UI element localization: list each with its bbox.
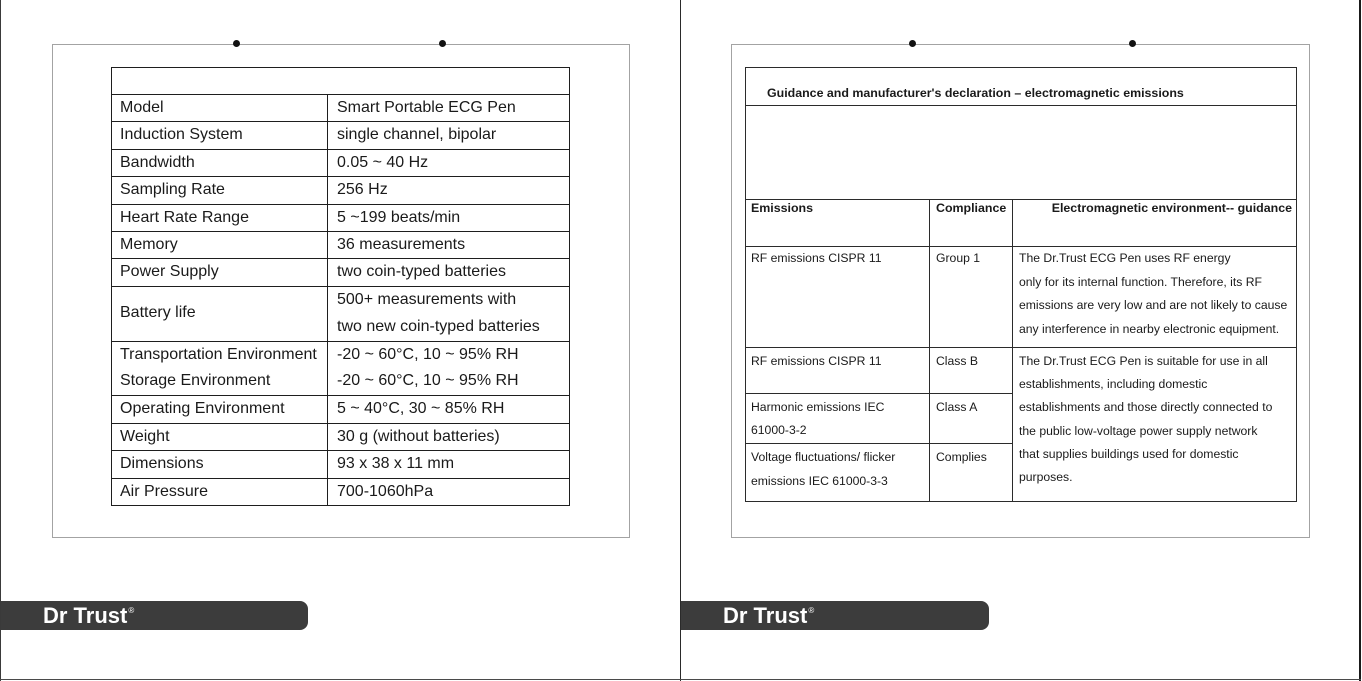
emissions-cell xyxy=(746,444,930,501)
spec-label-text: Model xyxy=(120,99,164,116)
spec-value xyxy=(328,205,569,231)
page-edge-left xyxy=(0,0,1,681)
spec-label-text: Induction System xyxy=(120,126,243,144)
spec-row-power-supply xyxy=(112,258,569,285)
spec-value-text: two coin-typed batteries xyxy=(337,263,506,281)
guidance-text: only for its internal function. Therefore, its RF xyxy=(1019,274,1262,289)
spec-label-text: Weight xyxy=(120,427,170,445)
specifications-table xyxy=(111,67,570,506)
brand-logo xyxy=(43,601,134,635)
spec-table-header-row xyxy=(112,68,569,94)
spec-row-heart-rate-range xyxy=(112,204,569,231)
spec-row-air-pressure xyxy=(112,478,569,505)
spec-label xyxy=(112,205,328,231)
emissions-text: RF emissions CISPR 11 xyxy=(751,354,882,368)
guidance-text: The Dr.Trust ECG Pen is suitable for use in all xyxy=(1019,354,1268,368)
spec-value xyxy=(328,451,569,477)
spec-label xyxy=(112,122,328,148)
guidance-text: that supplies buildings used for domestic xyxy=(1019,446,1239,461)
spec-row-environment xyxy=(112,341,569,396)
spec-value xyxy=(328,122,569,148)
spec-value-text: 36 measurements xyxy=(337,235,466,253)
spec-label-text: Dimensions xyxy=(120,455,204,473)
brand-logo xyxy=(723,601,814,635)
registered-mark: ® xyxy=(128,606,135,615)
spec-value-text: 256 Hz xyxy=(337,181,388,199)
guidance-text: any interference in nearby electronic equipment. xyxy=(1019,321,1280,336)
spec-value xyxy=(328,150,569,176)
spec-row-dimensions xyxy=(112,450,569,477)
guidance-text: purposes. xyxy=(1019,470,1073,485)
spec-row-model xyxy=(112,94,569,121)
frame-dot xyxy=(233,40,240,47)
emissions-text: Harmonic emissions IEC xyxy=(751,400,885,414)
frame-dot xyxy=(909,40,916,47)
spec-row-induction-system xyxy=(112,121,569,148)
spec-row-operating-environment xyxy=(112,395,569,422)
spec-label xyxy=(112,287,328,341)
spec-label xyxy=(112,424,328,450)
spec-row-sampling-rate xyxy=(112,176,569,203)
emc-intro-row xyxy=(746,106,1296,200)
brand-bar xyxy=(1,601,308,630)
emissions-cell xyxy=(746,348,930,394)
spec-value-text: single channel, bipolar xyxy=(337,126,497,144)
spec-value xyxy=(328,396,569,422)
spec-value xyxy=(328,177,569,203)
spec-value xyxy=(328,424,569,450)
spec-value-text: -20 ~ 60°C, 10 ~ 95% RH xyxy=(337,372,519,390)
guidance-cell xyxy=(1013,247,1296,348)
compliance-cell: Complies xyxy=(930,444,1013,501)
emissions-text: Voltage fluctuations/ flicker xyxy=(751,450,896,464)
spec-value-text: 5 ~199 beats/min xyxy=(337,208,461,226)
emissions-text: RF emissions CISPR 11 xyxy=(751,251,882,265)
spec-label xyxy=(112,451,328,477)
spec-label-text: Heart Rate Range xyxy=(120,208,249,226)
guidance-text: emissions are very low and are not likely to cause xyxy=(1019,298,1288,312)
spec-label xyxy=(112,150,328,176)
guidance-text: The Dr.Trust ECG Pen uses RF energy xyxy=(1019,251,1231,265)
spec-label xyxy=(112,396,328,422)
spec-value xyxy=(328,95,569,121)
page-edge-bottom xyxy=(0,679,1361,680)
spec-label-text: Operating Environment xyxy=(120,400,285,418)
emc-declaration-table xyxy=(745,67,1297,502)
emc-table-title: Guidance and manufacturer's declaration – electromagnetic emissions xyxy=(746,68,1296,106)
guidance-text: establishments, including domestic xyxy=(1019,377,1208,392)
spec-label-text: Storage Environment xyxy=(120,372,271,390)
spec-value-text: 30 g (without batteries) xyxy=(337,427,500,445)
page-spine xyxy=(680,0,681,681)
spec-label-text: Air Pressure xyxy=(120,482,209,500)
spec-value-text: 500+ measurements with xyxy=(337,291,517,309)
spec-row-battery-life xyxy=(112,286,569,341)
spec-label xyxy=(112,177,328,203)
spec-label-text: Memory xyxy=(120,235,178,253)
brand-logo-text: Dr Trust xyxy=(43,603,128,628)
spec-label-text: Sampling Rate xyxy=(120,181,225,199)
guidance-text: the public low-voltage power supply network xyxy=(1019,423,1258,438)
spec-label-text: Bandwidth xyxy=(120,153,195,171)
spec-row-weight xyxy=(112,423,569,450)
guidance-text: establishments and those directly connected to xyxy=(1019,400,1273,415)
header-guidance: Electromagnetic environment-- guidance xyxy=(1013,200,1296,247)
emissions-text: emissions IEC 61000-3-3 xyxy=(751,473,888,488)
frame-dot xyxy=(1129,40,1136,47)
spec-label xyxy=(112,232,328,258)
registered-mark: ® xyxy=(808,606,815,615)
spec-value xyxy=(328,342,569,396)
spec-label-text: Power Supply xyxy=(120,263,219,281)
frame-dot xyxy=(439,40,446,47)
spec-value-text: 0.05 ~ 40 Hz xyxy=(337,153,429,171)
emissions-text: 61000-3-2 xyxy=(751,423,807,437)
guidance-cell xyxy=(1013,348,1296,501)
spec-value xyxy=(328,232,569,258)
spec-label-text: Battery life xyxy=(120,304,196,322)
emissions-cell xyxy=(746,394,930,444)
brand-bar xyxy=(681,601,989,630)
spec-row-memory xyxy=(112,231,569,258)
spec-value xyxy=(328,287,569,341)
spec-row-bandwidth xyxy=(112,149,569,176)
spec-value xyxy=(328,259,569,285)
spec-value xyxy=(328,479,569,505)
spec-label xyxy=(112,479,328,505)
compliance-cell: Class B xyxy=(930,348,1013,394)
emissions-cell xyxy=(746,247,930,348)
page-edge-right xyxy=(1359,0,1361,681)
spec-value-text: 700-1060hPa xyxy=(337,482,434,500)
spec-label xyxy=(112,342,328,396)
spec-value-text: two new coin-typed batteries xyxy=(337,317,540,335)
brand-logo-text: Dr Trust xyxy=(723,603,808,628)
header-compliance: Compliance xyxy=(930,200,1013,247)
header-emissions: Emissions xyxy=(746,200,930,247)
spec-value-text: 5 ~ 40°C, 30 ~ 85% RH xyxy=(337,400,505,418)
spec-label xyxy=(112,259,328,285)
spec-value-text: 93 x 38 x 11 mm xyxy=(337,455,455,473)
spec-label xyxy=(112,95,328,121)
compliance-cell: Group 1 xyxy=(930,247,1013,348)
spec-value-text: -20 ~ 60°C, 10 ~ 95% RH xyxy=(337,346,519,364)
spec-label-text: Transportation Environment xyxy=(120,346,317,364)
compliance-cell: Class A xyxy=(930,394,1013,444)
spec-value-text: Smart Portable ECG Pen xyxy=(337,99,516,116)
